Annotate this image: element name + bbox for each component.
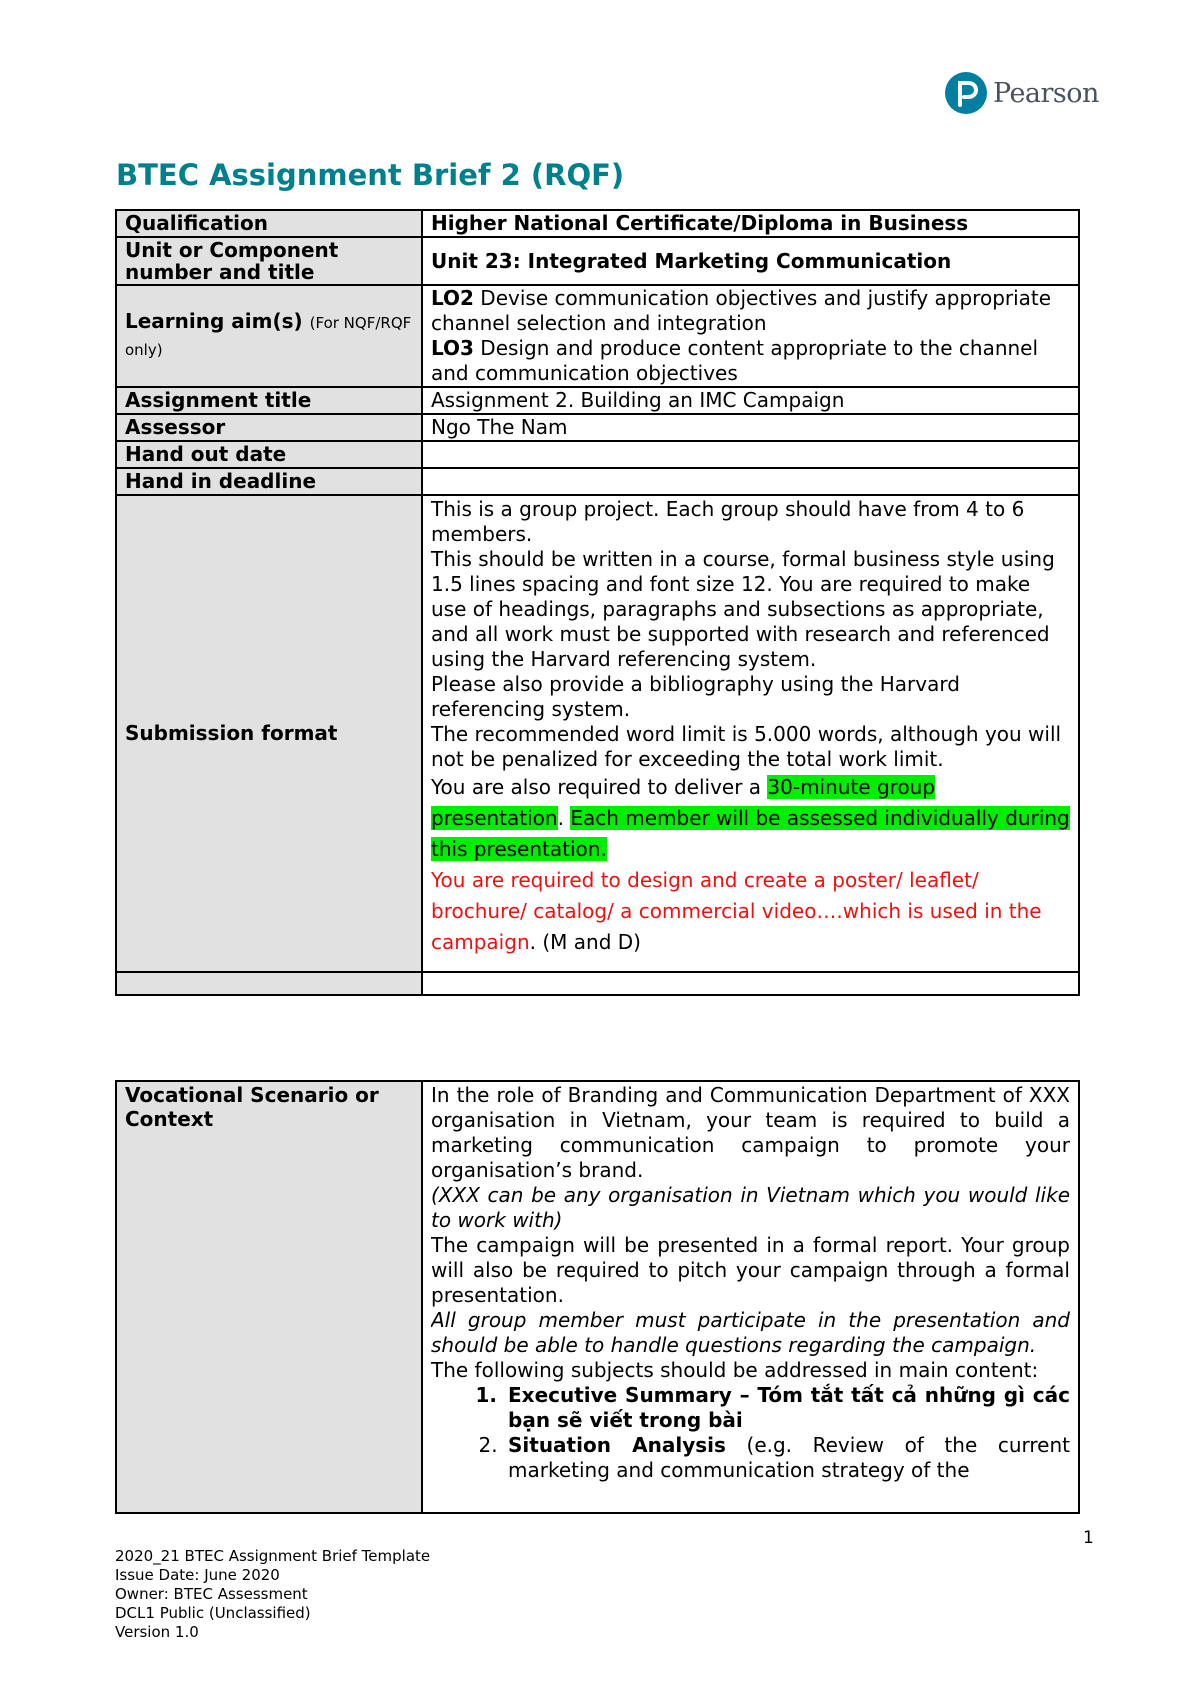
learning-aims-note: (For NQF/RQF only) [125, 314, 412, 359]
format-presentation-assessment: Each member will be assessed individually during this presentation. [431, 806, 1070, 861]
assessor-value: Ngo The Nam [422, 414, 1079, 441]
footer-version: Version 1.0 [115, 1623, 199, 1641]
pearson-logo-text: Pearson [993, 77, 1099, 109]
scenario-role: In the role of Branding and Communication Department of XXX organisation in Vietnam, your team is required to build a marketing communication campaign to promote your organisation’s brand. [431, 1083, 1070, 1182]
scenario-value [422, 1081, 1079, 1513]
submission-format-value [422, 495, 1079, 972]
format-group-size: This is a group project. Each group should have from 4 to 6 members. [431, 497, 1025, 546]
assignment-details-table [115, 209, 1080, 996]
hand-out-date-value [422, 441, 1079, 468]
scenario-organisation-note: (XXX can be any organisation in Vietnam which you would like to work with) [431, 1183, 1070, 1232]
lo3-text: Design and produce content appropriate to the channel and communication objectives [431, 336, 1039, 385]
unit-label: Unit or Component number and title [116, 237, 422, 285]
lo2-aim [431, 286, 1070, 336]
footer-issue-date: Issue Date: June 2020 [115, 1566, 280, 1584]
format-style: This should be written in a course, formal business style using 1.5 lines spacing and font size 12. You are required to make use of headings, paragraphs and subsections as appropriate, and all work must be supported with research and referenced using the Harvard referencing system. [431, 547, 1055, 671]
unit-value: Unit 23: Integrated Marketing Communication [422, 237, 1079, 285]
hand-in-deadline-value [422, 468, 1079, 495]
format-design-task-text: You are required to design and create a poster/ leaflet/ brochure/ catalog/ a commercial video….which is used in the campaign [431, 868, 1042, 954]
learning-aims-value [422, 285, 1079, 387]
scenario-row [116, 1081, 1079, 1513]
format-presentation-sep: . [557, 806, 571, 830]
submission-format-label: Submission format [116, 495, 422, 972]
hand-in-deadline-row [116, 468, 1079, 495]
lo2-code: LO2 [431, 286, 474, 310]
qualification-row [116, 210, 1079, 237]
hand-out-date-row [116, 441, 1079, 468]
format-presentation-duration: 30-minute group presentation [431, 775, 936, 830]
submission-format-row [116, 495, 1079, 972]
lo3-aim [431, 336, 1070, 386]
page-footer [115, 1547, 430, 1642]
scenario-label: Vocational Scenario or Context [116, 1081, 422, 1513]
assessor-row [116, 414, 1079, 441]
format-bibliography: Please also provide a bibliography using the Harvard referencing system. [431, 672, 960, 721]
empty-label [116, 972, 422, 995]
assessor-label: Assessor [116, 414, 422, 441]
assignment-title-row [116, 387, 1079, 414]
format-presentation [431, 772, 1070, 865]
learning-aims-label [116, 285, 422, 387]
format-presentation-intro: You are also required to deliver a [431, 775, 768, 799]
unit-row [116, 237, 1079, 285]
format-word-limit: The recommended word limit is 5.000 words, although you will not be penalized for exceeding the total work limit. [431, 722, 1062, 771]
assignment-title-label: Assignment title [116, 387, 422, 414]
subject-situation-analysis [504, 1433, 1070, 1483]
hand-in-deadline-label: Hand in deadline [116, 468, 422, 495]
situation-analysis-text: (e.g. Review of the current marketing and communication strategy of the [508, 1433, 1070, 1482]
page-title: BTEC Assignment Brief 2 (RQF) [116, 158, 625, 192]
scenario-content [431, 1083, 1070, 1510]
learning-aims-title: Learning aim(s) [125, 309, 303, 333]
footer-owner: Owner: BTEC Assessment [115, 1585, 308, 1603]
situation-analysis-title: Situation Analysis [508, 1433, 726, 1457]
subjects-list [431, 1383, 1070, 1483]
lo2-text: Devise communication objectives and justify appropriate channel selection and integration [431, 286, 1052, 335]
empty-value [422, 972, 1079, 995]
pearson-logo [945, 72, 1099, 114]
lo3-code: LO3 [431, 336, 474, 360]
qualification-label: Qualification [116, 210, 422, 237]
scenario-report: The campaign will be presented in a formal report. Your group will also be required to pitch your campaign through a formal presentation. [431, 1233, 1070, 1307]
footer-template-name: 2020_21 BTEC Assignment Brief Template [115, 1547, 431, 1565]
page-number: 1 [1083, 1528, 1094, 1548]
format-design-task-grade: . (M and D) [529, 930, 641, 954]
footer-classification: DCL1 Public (Unclassified) [115, 1604, 311, 1622]
empty-row [116, 972, 1079, 995]
scenario-table [115, 1080, 1080, 1514]
pearson-logo-icon [945, 72, 987, 114]
learning-aims-row [116, 285, 1079, 387]
scenario-subjects-intro: The following subjects should be addressed in main content: [431, 1358, 1039, 1382]
format-design-task [431, 865, 1070, 958]
qualification-value: Higher National Certificate/Diploma in Business [422, 210, 1079, 237]
assignment-title-value: Assignment 2. Building an IMC Campaign [422, 387, 1079, 414]
hand-out-date-label: Hand out date [116, 441, 422, 468]
subject-executive-summary: 1. Executive Summary – Tóm tắt tất cả những gì các bạn sẽ viết trong bài [504, 1383, 1070, 1433]
scenario-participation: All group member must participate in the presentation and should be able to handle questions regarding the campaign. [431, 1308, 1070, 1357]
